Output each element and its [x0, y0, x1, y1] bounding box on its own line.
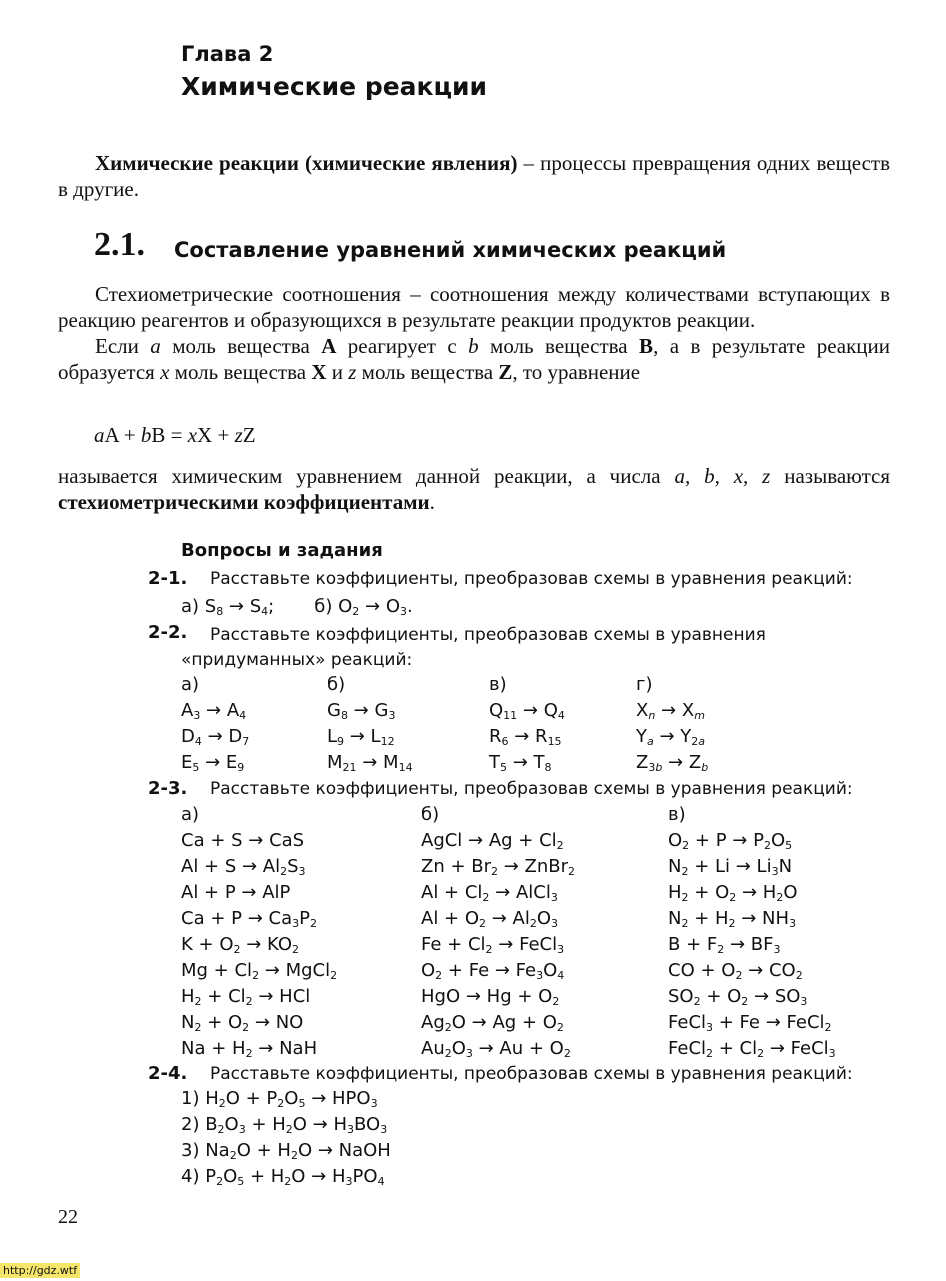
- general-equation: aA + bB = xX + zZ: [94, 423, 256, 447]
- watermark-link[interactable]: http://gdz.wtf: [0, 1263, 80, 1278]
- definition-term: стехиометрическими коэффициентами: [58, 490, 430, 514]
- task-2-2-col-d: г) $X_n \to X_m$ $Y_a \to Y_{2a}$ $Z_{3b} \to Z_b$: [636, 674, 709, 774]
- chapter-number: Глава 2: [181, 42, 274, 66]
- para1-text: Стехиометрические соотношения – соотношения между количествами вступающих в реакцию реагентов и образующихся в результате реакции продуктов реакции.: [58, 282, 890, 332]
- task-text: Расставьте коэффициенты, преобразовав схемы в уравнения реакций:: [210, 1064, 853, 1084]
- chapter-title: Химические реакции: [181, 72, 488, 101]
- intro-term: Химические реакции (химические явления): [95, 151, 518, 175]
- task-number: 2-1.: [148, 568, 188, 589]
- intro-paragraph: [58, 150, 890, 202]
- task-2-3-col-c: в) $O_2 + P \to P_2O_5$ $N_2 + Li \to Li_3N$ $H_2 + O_2 \to H_2O$ $N_2 + H_2 \to NH_3$ $B + F_2 \to BF_3$ CO + $O_2 \to CO_2$ $SO_2 + O_2 \to SO_3$ FeCl$_3$ + Fe → FeCl$_2$ FeCl$_2$ + $Cl_2$ → FeCl$_3$: [668, 804, 836, 1060]
- paragraph-stoichiometry: [58, 281, 890, 385]
- section-title: Составление уравнений химических реакций: [174, 238, 727, 262]
- task-text: Расставьте коэффициенты, преобразовав схемы в уравнения реакций:: [210, 779, 853, 799]
- task-number: 2-4.: [148, 1063, 188, 1084]
- task-2-2-col-b: б) $G_8 \to G_3$ $L_9 \to L_{12}$ $M_{21} \to M_{14}$: [327, 674, 413, 774]
- task-2-2-col-c: в) $Q_{11} \to Q_4$ $R_6 \to R_{15}$ $T_5 \to T_8$: [489, 674, 565, 774]
- paragraph-definition: называется химическим уравнением данной реакции, а числа a, b, x, z называются стехиометрическими коэффициентами.: [58, 464, 890, 514]
- task-text: Расставьте коэффициенты, преобразовав схемы в уравнения реакций:: [210, 569, 853, 589]
- task-2-2-col-a: а) $A_3 \to A_4$ $D_4 \to D_7$ $E_5 \to E_9$: [181, 674, 250, 774]
- task-text: Расставьте коэффициенты, преобразовав схемы в уравнения «придуманных» реакций:: [181, 625, 766, 670]
- task-2-3-col-b: б) AgCl → $Ag + Cl_2$ $Zn + Br_2$ → ZnBr$_2$ $Al + Cl_2$ → AlCl$_3$ $Al + O_2 \to Al_2O_3$ $Fe + Cl_2$ → FeCl$_3$ $O_2 + Fe \to Fe_3O_4$ HgO → $Hg + O_2$ $Ag_2O \to Ag + O_2$ $Au_2O_3 \to Au + O_2$: [421, 804, 576, 1060]
- para2-text: Если a моль вещества A реагирует с b моль вещества B, а в результате реакции образуется x моль вещества X и z моль вещества Z, то уравнение: [58, 334, 891, 384]
- questions-title: Вопросы и задания: [181, 540, 383, 561]
- section-number: 2.1.: [94, 226, 145, 263]
- task-2-4-list: 1) $H_2O + P_2O_5 \to HPO_3$ 2) $B_2O_3 + H_2O \to H_3BO_3$ 3) $Na_2O + H_2O$ → NaOH 4) $P_2O_5 + H_2O \to H_3PO_4$: [181, 1088, 391, 1188]
- page-number: 22: [58, 1206, 78, 1228]
- task-2-1-schemes: а) $S_8 \to S_4$; б) $O_2 \to O_3$.: [181, 596, 413, 618]
- task-2-3-col-a: а) Ca + S → CaS $Al + S \to Al_2S_3$ Al + P → AlP $Ca + P \to Ca_3P_2$ $K + O_2 \to KO_2$ $Mg + Cl_2$ → MgCl$_2$ $H_2 + Cl_2$ → HCl $N_2 + O_2$ → NO $Na + H_2$ → NaH: [181, 804, 338, 1060]
- intro-rest: – процессы превращения одних веществ в другие.: [58, 151, 891, 201]
- task-number: 2-2.: [148, 622, 188, 643]
- task-number: 2-3.: [148, 778, 188, 799]
